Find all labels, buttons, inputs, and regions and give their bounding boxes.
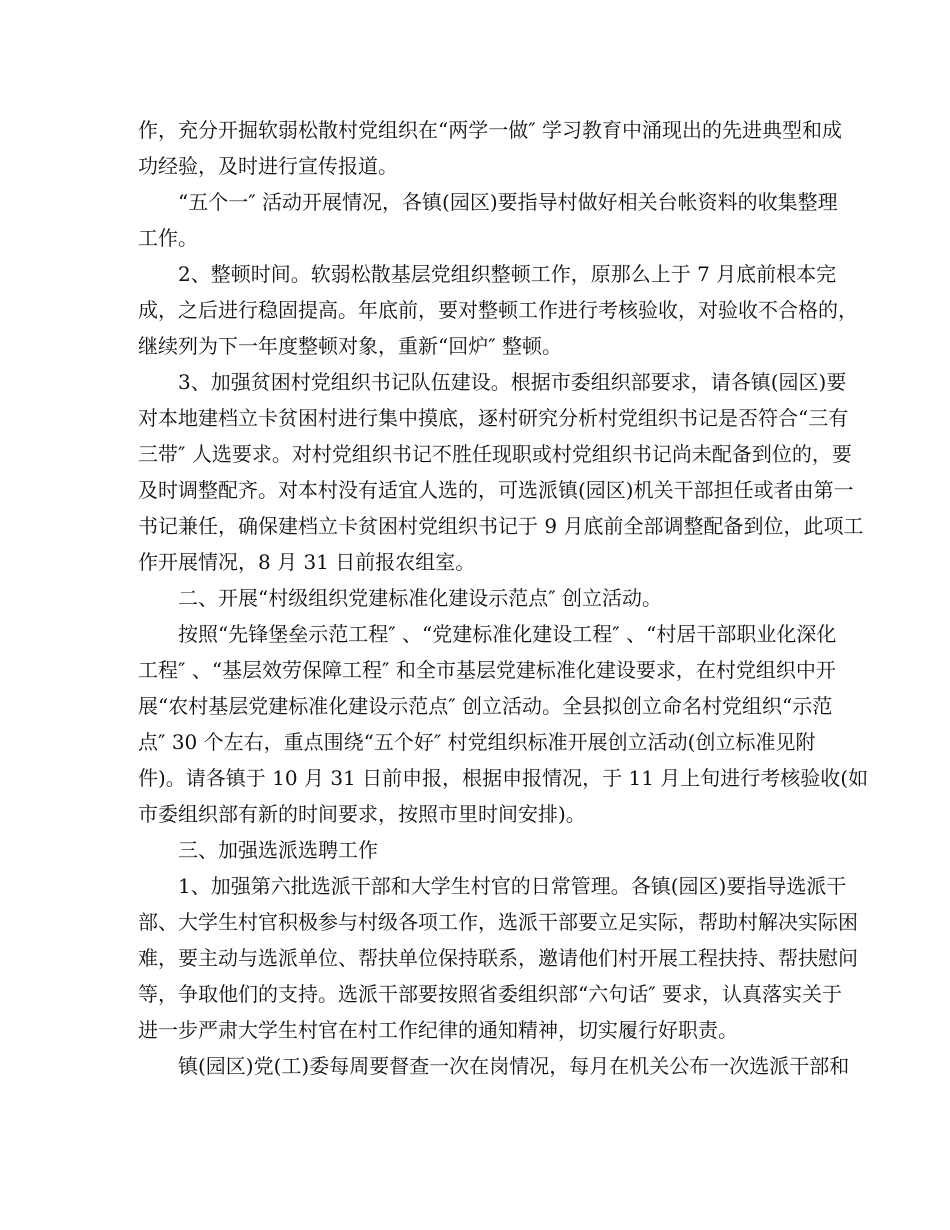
text-line: 工作。 (138, 226, 198, 250)
document-body (138, 112, 869, 1084)
text-line: 三、加强选派选聘工作 (178, 838, 378, 862)
paragraph-5 (138, 616, 869, 832)
paragraph-2 (138, 184, 838, 256)
text-line: 工程″ 、“基层效劳保障工程″ 和全市基层党建标准化建设要求，在村党组织中开 (138, 658, 836, 682)
text-line: 3、加强贫困村党组织书记队伍建设。根据市委组织部要求，请各镇(园区)要 (178, 370, 847, 394)
text-line: 及时调整配齐。对本村没有适宜人选的，可选派镇(园区)机关干部担任或者由第一 (138, 478, 854, 502)
section-heading-2 (138, 580, 814, 616)
text-line: 点″ 30 个左右，重点围绕“五个好″ 村党组织标准开展创立活动(创立标准见附 (138, 730, 816, 754)
text-line: 继续列为下一年度整顿对象，重新“回炉″ 整顿。 (138, 334, 563, 358)
text-line: 2、整顿时间。软弱松散基层党组织整顿工作，原那么上于 7 月底前根本完 (178, 262, 837, 286)
paragraph-4 (138, 364, 864, 580)
paragraph-3 (138, 256, 858, 364)
text-line: 按照“先锋堡垒示范工程″ 、“党建标准化建设工程″ 、“村居干部职业化深化 (178, 622, 837, 646)
text-line: 难，要主动与选派单位、帮扶单位保持联系，邀请他们村开展工程扶持、帮扶慰问 (138, 946, 858, 970)
text-line: 二、开展“村级组织党建标准化建设示范点″ 创立活动。 (178, 586, 663, 610)
text-line: 等，争取他们的支持。选派干部要按照省委组织部“六句话″ 要求，认真落实关于 (138, 982, 843, 1006)
text-line: 镇(园区)党(工)委每周要督查一次在岗情况，每月在机关公布一次选派干部和 (178, 1054, 850, 1078)
text-line: 功经验，及时进行宣传报道。 (138, 154, 398, 178)
text-line: “五个一″ 活动开展情况，各镇(园区)要指导村做好相关台帐资料的收集整理 (178, 190, 838, 214)
text-line: 书记兼任，确保建档立卡贫困村党组织书记于 9 月底前全部调整配备到位，此项工 (138, 514, 864, 538)
text-line: 件)。请各镇于 10 月 31 日前申报，根据申报情况，于 11 月上旬进行考核验收(如 (138, 766, 869, 790)
text-line: 1、加强第六批选派干部和大学生村官的日常管理。各镇(园区)要指导选派干 (178, 874, 847, 898)
text-line: 展“农村基层党建标准化建设示范点″ 创立活动。全县拟创立命名村党组织“示范 (138, 694, 833, 718)
text-line: 进一步严肃大学生村官在村工作纪律的通知精神，切实履行好职责。 (138, 1018, 738, 1042)
text-line: 市委组织部有新的时间要求，按照市里时间安排)。 (138, 802, 586, 826)
paragraph-7 (138, 1048, 850, 1084)
text-line: 作，充分开掘软弱松散村党组织在“两学一做″ 学习教育中涌现出的先进典型和成 (138, 118, 843, 142)
text-line: 作开展情况，8 月 31 日前报农组室。 (138, 550, 476, 574)
paragraph-6 (138, 868, 858, 1048)
paragraph-1 (138, 112, 843, 184)
section-heading-3 (138, 832, 814, 868)
text-line: 三带″ 人选要求。对村党组织书记不胜任现职或村党组织书记尚未配备到位的，要 (138, 442, 852, 466)
text-line: 对本地建档立卡贫困村进行集中摸底，逐村研究分析村党组织书记是否符合“三有 (138, 406, 849, 430)
text-line: 成，之后进行稳固提高。年底前，要对整顿工作进行考核验收，对验收不合格的， (138, 298, 858, 322)
text-line: 部、大学生村官积极参与村级各项工作，选派干部要立足实际，帮助村解决实际困 (138, 910, 858, 934)
